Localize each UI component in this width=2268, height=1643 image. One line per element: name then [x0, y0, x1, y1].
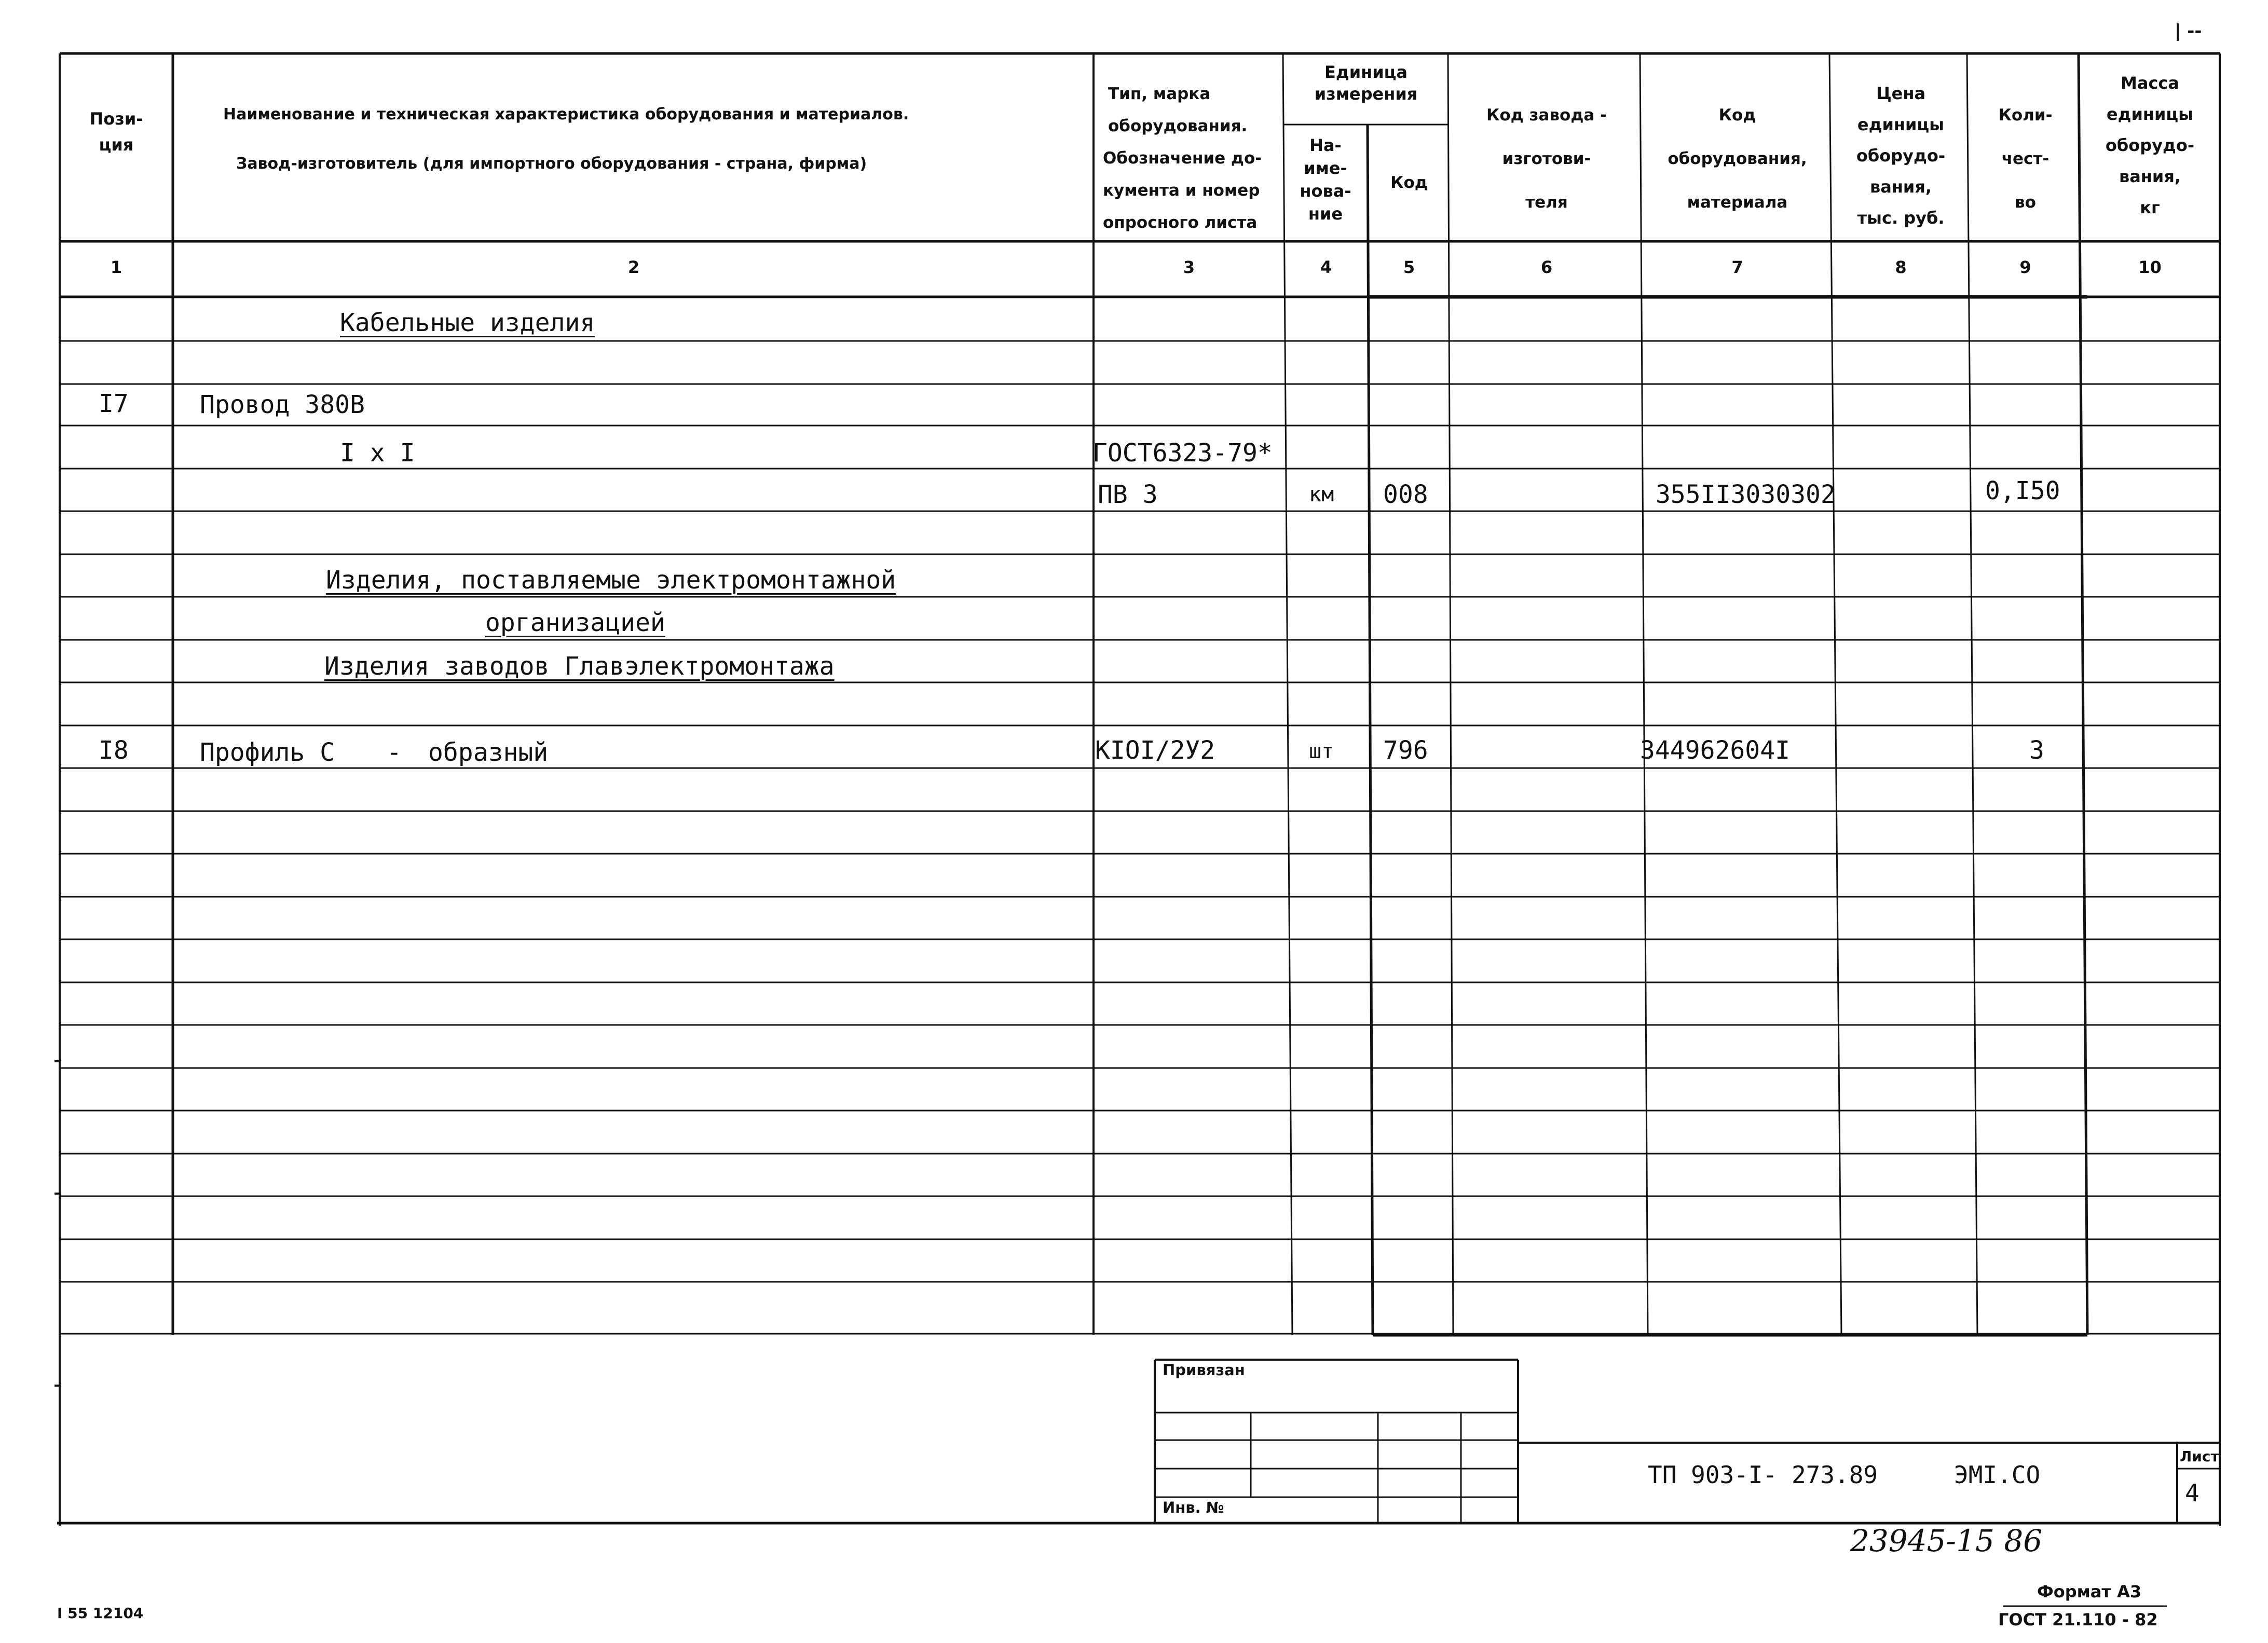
row18-position: I8 — [99, 736, 129, 765]
attached-label: Привязан — [1163, 1361, 1245, 1379]
document-number: ТП 903-I- 273.89 — [1648, 1461, 1878, 1489]
inventory-label: Инв. № — [1163, 1499, 1224, 1516]
sheet-label: Лист — [2180, 1448, 2219, 1465]
section-cable-products: Кабельные изделия — [340, 308, 595, 337]
corner-mark: | -- — [2175, 21, 2202, 42]
row18-equipment-code: 344962604I — [1640, 736, 1790, 765]
row18-type: КIOI/2У2 — [1095, 736, 1215, 765]
footer-code: I 55 12104 — [57, 1605, 144, 1622]
header-unit-group: Единица измерения — [1314, 62, 1418, 104]
header-name-line2: Завод-изготовитель (для импортного оборудования - страна, фирма) — [236, 155, 867, 173]
col-number-3: 3 — [1183, 257, 1195, 277]
header-position: Пози- ция — [89, 109, 143, 155]
row18-name-dash: - — [387, 738, 402, 767]
sheet-number: 4 — [2185, 1479, 2199, 1507]
gost-label: ГОСТ 21.110 - 82 — [1998, 1610, 2158, 1630]
header-type: Тип, марка оборудования. Обозначение до- кумента и номер опросного листа — [1103, 85, 1262, 232]
row17-position: I7 — [99, 389, 129, 418]
row17-quantity: 0,I50 — [1985, 476, 2060, 505]
header-unit-code: Код — [1390, 173, 1428, 192]
section-supplied-line1: Изделия, поставляемые электромонтажной — [326, 566, 896, 595]
col-number-5: 5 — [1403, 257, 1415, 277]
row17-document: ГОСТ6323-79* — [1092, 439, 1273, 468]
row18-unit: шт — [1309, 740, 1334, 763]
row18-name-part1: Профиль С — [200, 738, 335, 767]
col-number-8: 8 — [1895, 257, 1907, 277]
header-unit-name: На- име- нова- ние — [1300, 135, 1351, 224]
row18-name-part2: образный — [428, 738, 549, 767]
header-price: Цена единицы оборудо- вания, тыс. руб. — [1856, 84, 1946, 228]
row18-quantity: 3 — [2029, 736, 2044, 765]
section-supplied-line2: организацией — [485, 608, 665, 637]
header-equipment-code: Код оборудования, материала — [1668, 106, 1807, 212]
header-mass: Масса единицы оборудо- вания, кг — [2105, 73, 2195, 217]
document-code: ЭМI.СО — [1954, 1461, 2041, 1489]
header-plant-code: Код завода - изготови- теля — [1486, 106, 1607, 212]
handwritten-number: 23945-15 86 — [1850, 1523, 2043, 1558]
col-number-2: 2 — [627, 257, 640, 277]
col-number-7: 7 — [1731, 257, 1743, 277]
row17-unit: км — [1309, 483, 1334, 506]
section-plants: Изделия заводов Главэлектромонтажа — [324, 652, 835, 681]
row17-subtype: I x I — [340, 439, 415, 468]
col-number-9: 9 — [2019, 257, 2031, 277]
row18-unit-code: 796 — [1383, 736, 1428, 765]
row17-type: ПВ 3 — [1098, 480, 1158, 509]
header-quantity: Коли- чест- во — [1998, 106, 2053, 212]
col-number-1: 1 — [110, 257, 122, 277]
col-number-10: 10 — [2138, 257, 2162, 277]
format-label: Формат А3 — [2037, 1582, 2142, 1601]
col-number-4: 4 — [1320, 257, 1332, 277]
header-name-line1: Наименование и техническая характеристика оборудования и материалов. — [223, 105, 909, 124]
row17-unit-code: 008 — [1383, 480, 1428, 509]
row17-equipment-code: 355II3030302 — [1656, 480, 1836, 509]
col-number-6: 6 — [1540, 257, 1553, 277]
row17-name: Провод 380В — [200, 390, 365, 419]
